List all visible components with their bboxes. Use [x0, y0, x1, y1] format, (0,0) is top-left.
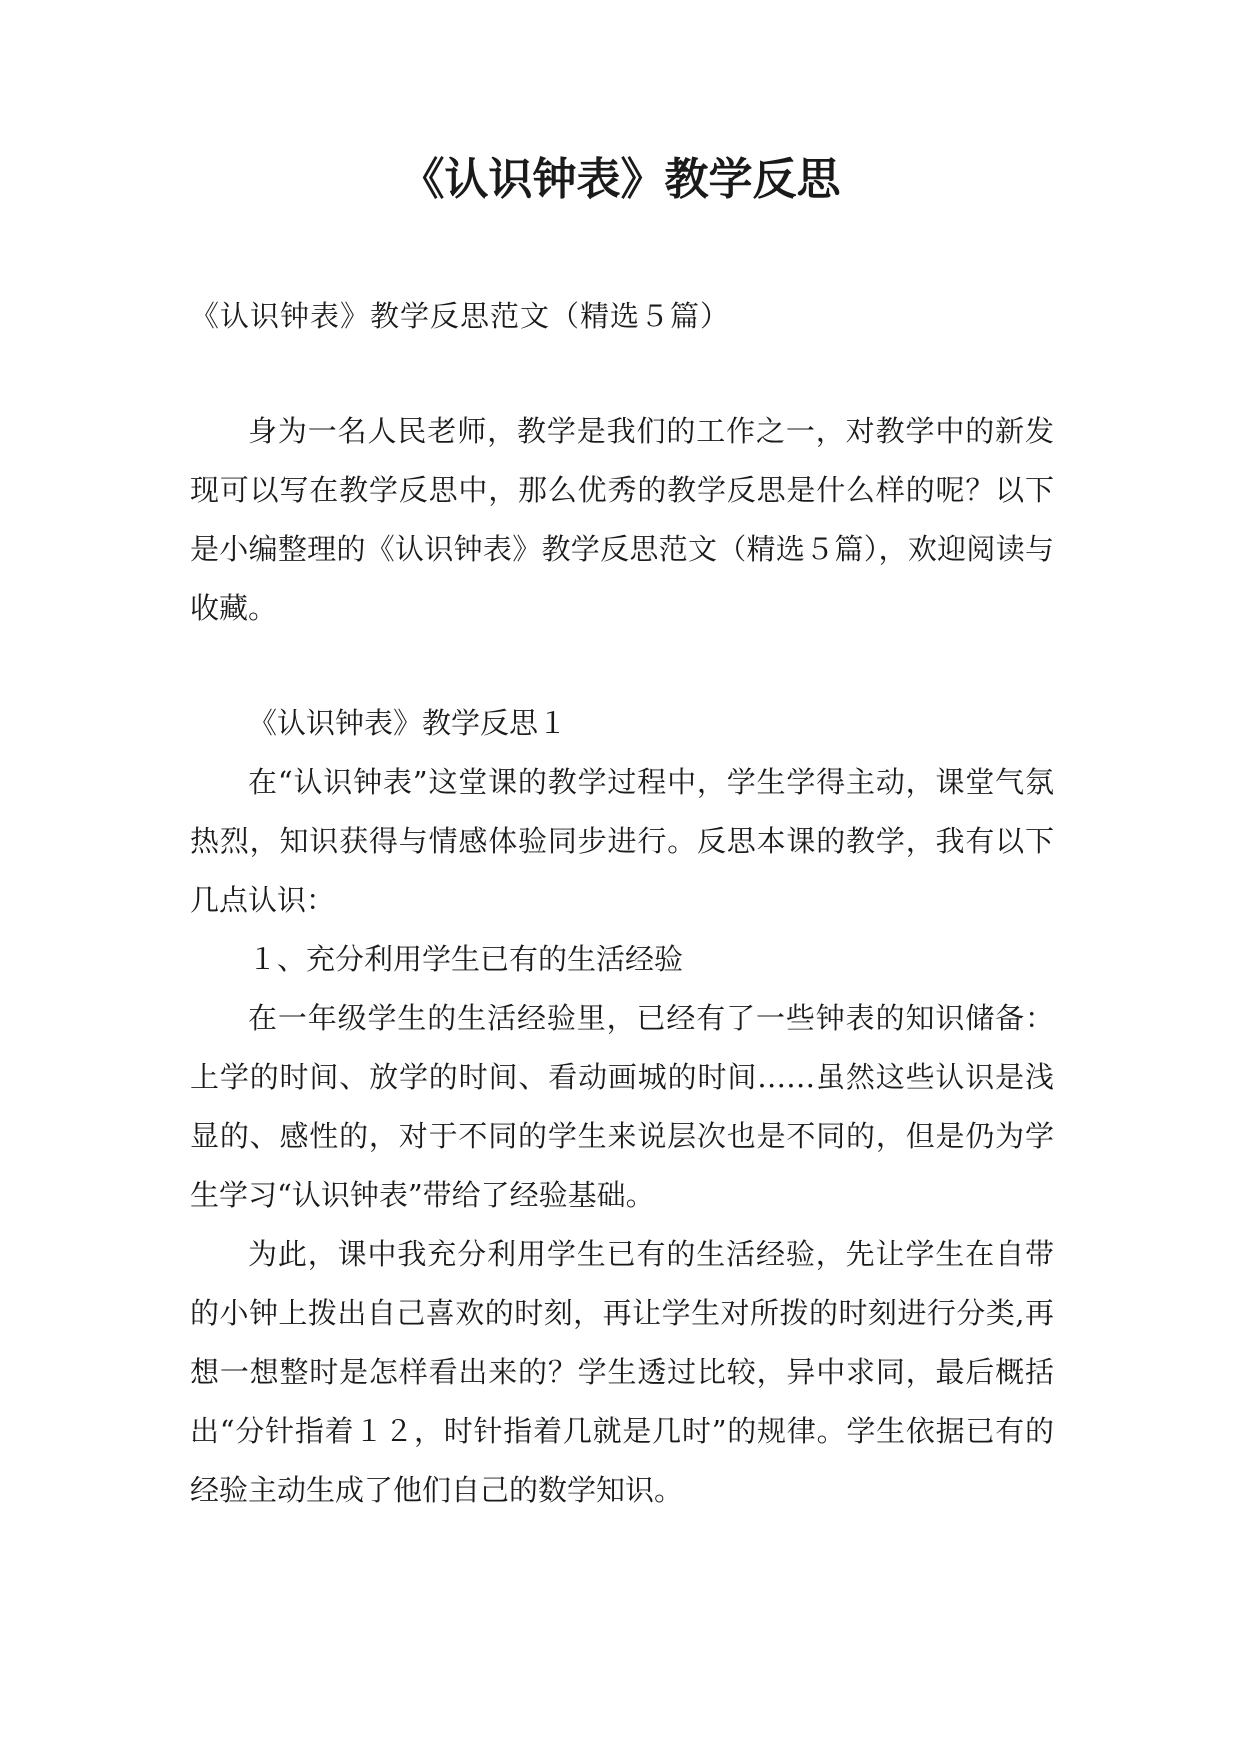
document-title: 《认识钟表》教学反思 — [400, 154, 841, 205]
section-heading: 《认识钟表》教学反思１ — [248, 706, 568, 740]
numbered-point-heading: １、充分利用学生已有的生活经验 — [248, 942, 684, 976]
paragraph: 在“认识钟表”这堂课的教学过程中，学生学得主动，课堂气氛热烈，知识获得与情感体验同步进行。反思本课的教学，我有以下几点认识： — [190, 765, 1054, 917]
paragraph: 为此，课中我充分利用学生已有的生活经验，先让学生在自带的小钟上拨出自己喜欢的时刻，再让学生对所拨的时刻进行分类,再想一想整时是怎样看出来的？学生透过比较，异中求同，最后概括出“分针指着１２，时针指着几就是几时”的规律。学生依据已有的经验主动生成了他们自己的数学知识。 — [190, 1237, 1054, 1507]
document-subtitle: 《认识钟表》教学反思范文（精选５篇） — [190, 299, 731, 333]
paragraph: 在一年级学生的生活经验里，已经有了一些钟表的知识储备：上学的时间、放学的时间、看动画城的时间……虽然这些认识是浅显的、感性的，对于不同的学生来说层次也是不同的，但是仍为学生学习“认识钟表”带给了经验基础。 — [190, 1001, 1054, 1212]
section-1 — [190, 694, 1054, 1520]
intro-paragraph: 身为一名人民老师，教学是我们的工作之一，对教学中的新发现可以写在教学反思中，那么优秀的教学反思是什么样的呢？以下是小编整理的《认识钟表》教学反思范文（精选５篇），欢迎阅读与收藏。 — [190, 414, 1054, 625]
